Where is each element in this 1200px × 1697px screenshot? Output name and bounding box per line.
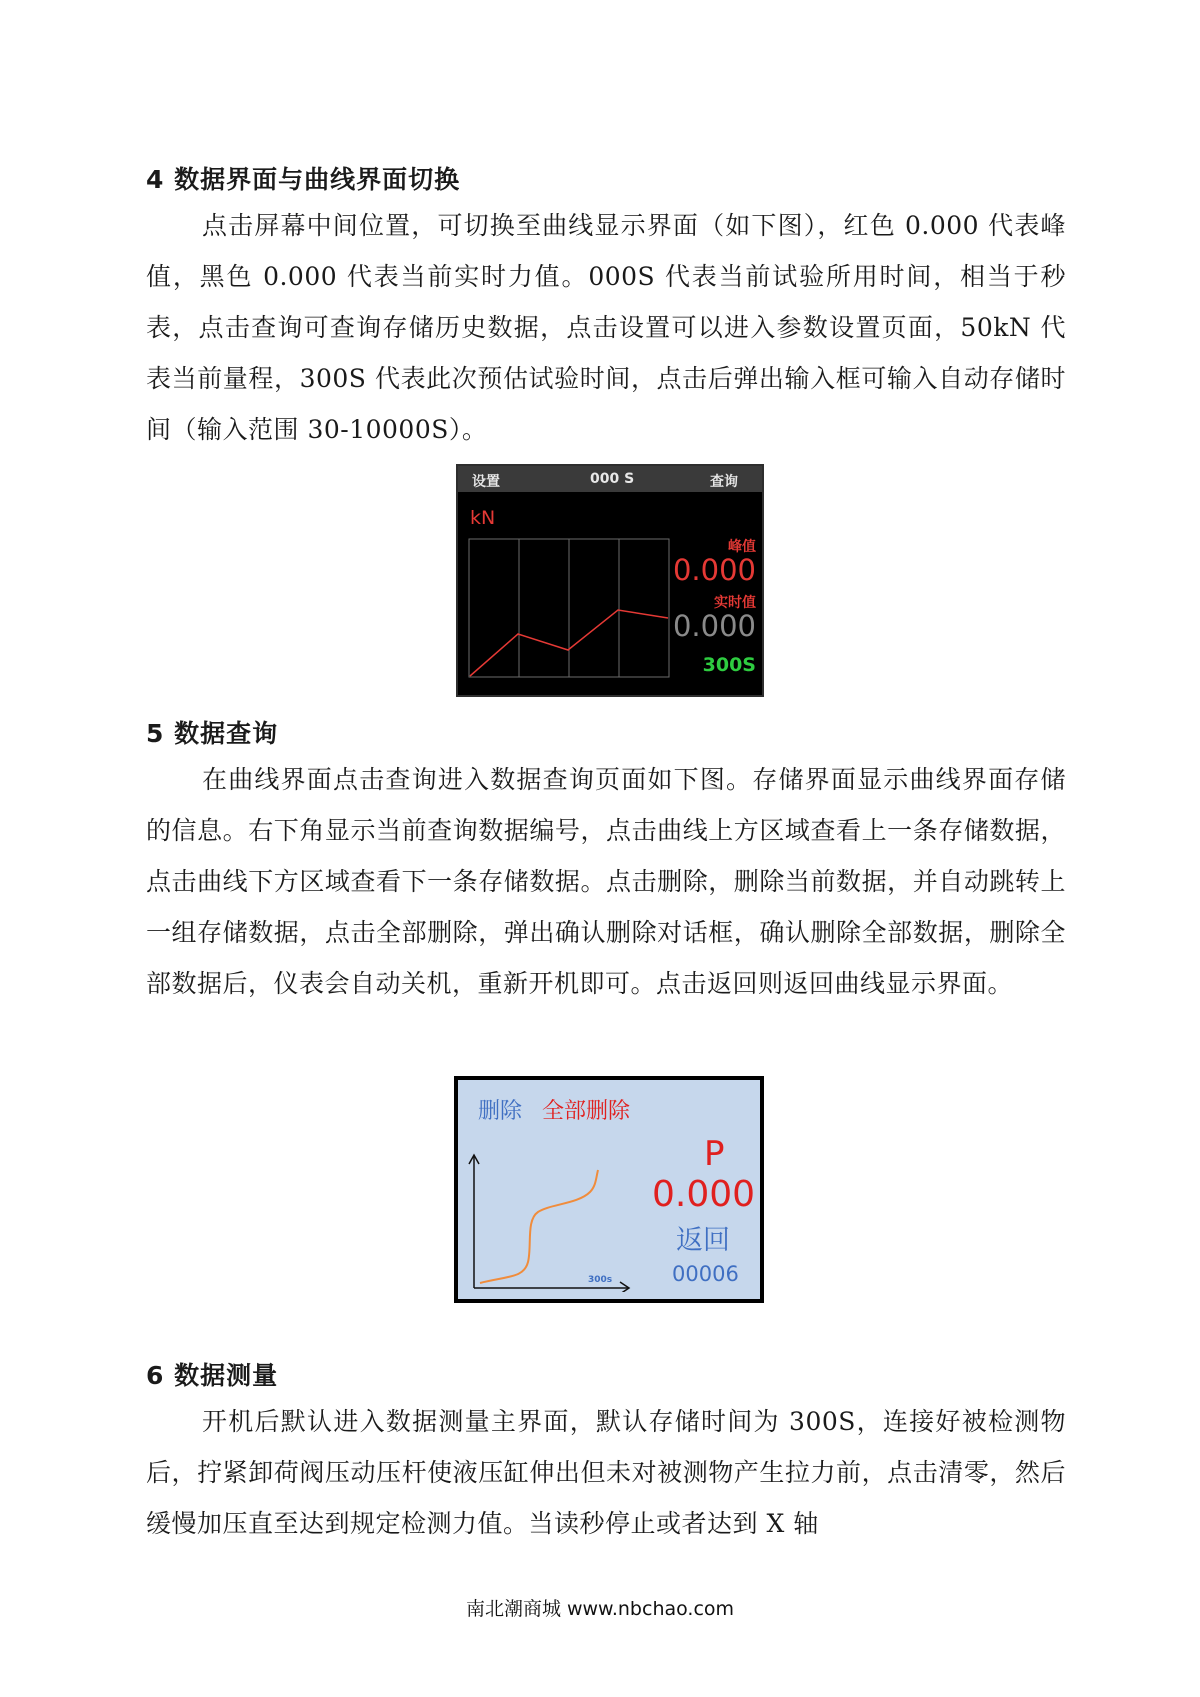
section-5-text: 在曲线界面点击查询进入数据查询页面如下图。存储界面显示曲线界面存储的信息。右下角显示当前查询数据编号，点击曲线上方区域查看上一条存储数据，点击曲线下方区域查看下一条存储数据。点击删除，删除当前数据，并自动跳转上一组存储数据，点击全部删除，弹出确认删除对话框，确认删除全部数据，删除全部数据后，仪表会自动关机，重新开机即可。点击返回则返回曲线显示界面。 bbox=[146, 765, 1066, 998]
section-4-paragraph bbox=[146, 200, 1066, 455]
curve-screen-figure bbox=[456, 464, 764, 697]
stored-curve-plot[interactable] bbox=[468, 1150, 638, 1292]
range-unit[interactable]: kN bbox=[470, 507, 496, 529]
section-6-text: 开机后默认进入数据测量主界面，默认存储时间为 300S，连接好被检测物后，拧紧卸荷阀压动压杆使液压缸伸出但未对被测物产生拉力前，点击清零，然后缓慢加压直至达到规定检测力值。当读秒停止或者达到 X 轴 bbox=[146, 1407, 1066, 1538]
elapsed-time: 000 S bbox=[590, 471, 635, 487]
section-5-heading: 5 数据查询 bbox=[146, 719, 279, 748]
section-6-heading: 6 数据测量 bbox=[146, 1361, 279, 1390]
peak-value: 0.000 bbox=[672, 553, 756, 587]
live-label: 实时值 bbox=[714, 595, 756, 611]
settings-button[interactable]: 设置 bbox=[472, 474, 500, 490]
page-footer: 南北潮商城 www.nbchao.com bbox=[465, 1598, 735, 1620]
screen-top-bar bbox=[458, 466, 762, 492]
section-6-paragraph bbox=[146, 1396, 1066, 1549]
live-value: 0.000 bbox=[672, 609, 756, 643]
query-screen-figure bbox=[454, 1076, 764, 1303]
section-4-heading: 4 数据界面与曲线界面切换 bbox=[146, 165, 461, 194]
section-4-text: 点击屏幕中间位置，可切换至曲线显示界面（如下图），红色 0.000 代表峰值，黑色 0.000 代表当前实时力值。000S 代表当前试验所用时间，相当于秒表，点击查询可查询存储历史数据，点击设置可以进入参数设置页面，50kN 代表当前量程，300S 代表此次预估试验时间，点击后弹出输入框可输入自动存储时间（输入范围 30-10000S）。 bbox=[146, 211, 1066, 444]
axis-time-label: 300s bbox=[588, 1275, 613, 1285]
record-number: 00006 bbox=[672, 1262, 739, 1286]
p-label: P bbox=[704, 1134, 725, 1174]
test-time-button[interactable]: 300S bbox=[702, 654, 756, 676]
delete-button[interactable]: 删除 bbox=[478, 1099, 523, 1124]
x-axis-arrow bbox=[620, 1282, 629, 1292]
peak-value-stored: 0.000 bbox=[652, 1174, 756, 1215]
force-curve-plot bbox=[468, 538, 670, 678]
back-button[interactable]: 返回 bbox=[676, 1225, 730, 1256]
query-button[interactable]: 查询 bbox=[710, 474, 738, 490]
peak-label: 峰值 bbox=[728, 539, 756, 555]
delete-all-button[interactable]: 全部删除 bbox=[542, 1099, 631, 1124]
stored-curve-line bbox=[480, 1170, 598, 1283]
section-5-paragraph bbox=[146, 754, 1066, 1009]
